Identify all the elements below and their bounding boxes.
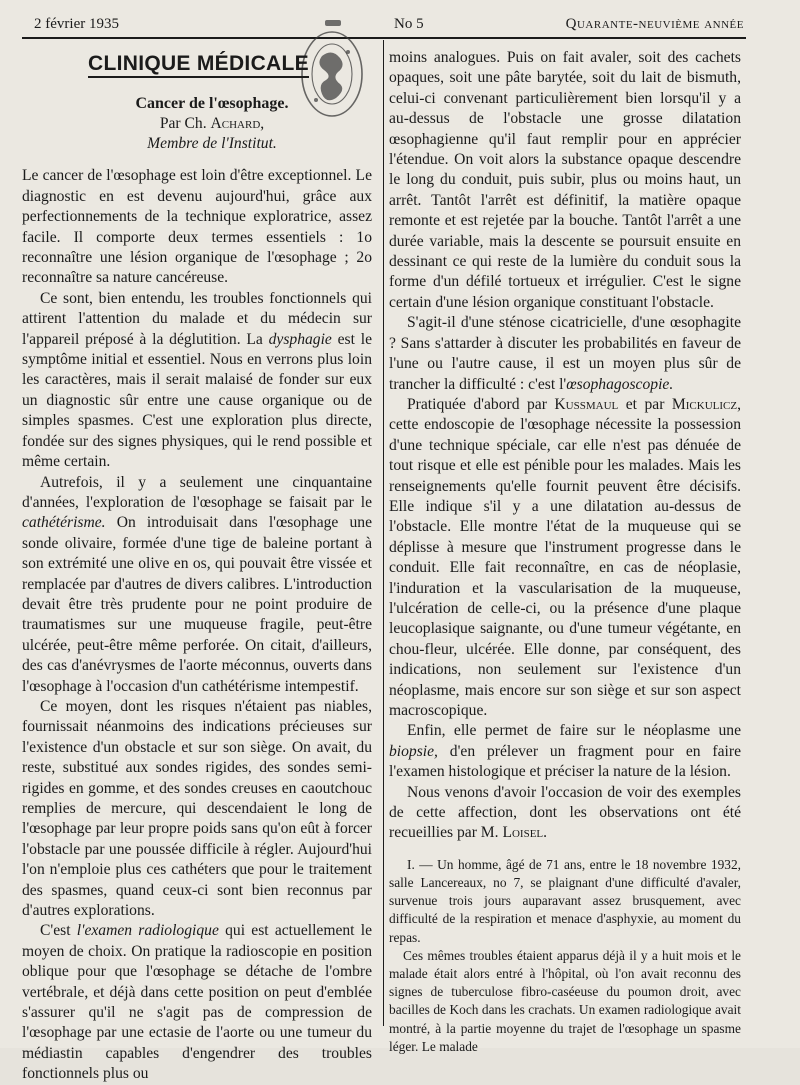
author-name: Loisel. xyxy=(502,824,548,842)
paragraph: Ce moyen, dont les risques n'étaient pas niables, fournissait néanmoins des indications précieuses sur l'existence d'un obstacle et sur son siège. On avait, du reste, substitué aux sondes rigides, des sondes semi-rigides en gomme, et des sondes creuses en caoutchouc remplies de mercure, qui descendaient le long de l'œsophage par leur propre poids sans qu'on eût à forcer l'obstacle par une poussée difficile à régler. Aujourd'hui l'on n'emploie plus ces cathéters que pour le traitement des spasmes, quand ceux-ci sont bien reconnus par d'autres explorations. xyxy=(22,697,372,920)
section-title: CLINIQUE MÉDICALE xyxy=(88,54,309,78)
issue-number: No 5 xyxy=(394,16,424,32)
paragraph: C'est l'examen radiologique qui est actuellement le moyen de choix. On pratique la radioscopie en position oblique pour que l'œsophage se détache de l'ombre vertébrale, et déjà dans cette position on peut d'emblée s'assurer qu'il ne s'agit pas de compression de l'œsophage par une ectasie de l'aorte ou une tumeur du médiastin capables d'engendrer des troubles fonctionnels plus ou xyxy=(22,922,372,1083)
case-paragraph: Ces mêmes troubles étaient apparus déjà il y a huit mois et le malade était alors entré à l'hôpital, où l'on avait reconnu des signes de tuberculose fibro-caséeuse du poumon droit, avec bacilles de Koch dans les crachats. Un examen radiologique avait montré, à la partie moyenne du trajet de l'œsophage un spasme léger. Le malade xyxy=(389,947,741,1054)
paragraph: moins analogues. Puis on fait avaler, soit des cachets opaques, soit une pâte barytée, soit du lait de bismuth, celui-ci convenant particulièrement bien lorsqu'il y a au-dessus de l'obstacle une grosse dilatation œsophagienne qu'il faut remplir pour en apprécier l'étendue. On voit alors la substance opaque descendre le long du conduit, puis subir, plus ou moins haut, un arrêt. Tantôt l'arrêt est définitif, la matière opaque remonte et est rejetée par la bouche. Tantôt l'arrêt a une durée variable, mais la descente se poursuit ensuite en dessinant ce qui reste de la lumière du conduit sous la forme d'un défilé tortueux et irrégulier. C'est le signe certain d'une lésion organique constituant l'obstacle. xyxy=(389,49,741,311)
author-name: Kussmaul xyxy=(554,395,619,413)
right-column xyxy=(389,48,741,1056)
paragraph: Ce sont, bien entendu, les troubles fonctionnels qui attirent l'attention du malade et du médecin sur l'appareil préposé à la déglutition. La dysphagie est le symptôme initial et essentiel. Nous en verrons plus loin les caractères, mais il serait malaisé de fonder sur eux un diagnostic sûr entre une cause organique ou de simples spasmes. C'est une exploration plus directe, fondée sur des signes physiques, qui le rend possible et même certain. xyxy=(22,289,372,471)
paragraph: Enfin, elle permet de faire sur le néoplasme une biopsie, d'en prélever un fragment pour en faire l'examen histologique et préciser la nature de la lésion. xyxy=(389,722,741,781)
emphasis-term: dysphagie xyxy=(268,330,332,348)
paragraph: Le cancer de l'œsophage est loin d'être exceptionnel. Le diagnostic en est devenu aujourd'hui, grâce aux perfectionnements de la technique exploratrice, assez facile. Il comporte deux termes essentiels : 1o reconnaître une lésion organique de l'œsophage ; 2o reconnaître sa nature cancéreuse. xyxy=(22,167,372,287)
paragraph: Pratiquée d'abord par Kussmaul et par Mickulicz, cette endoscopie de l'œsophage nécessite la possession d'une technique spéciale, car elle n'est pas dénuée de tout risque et elle est pénible pour les malades. Mais les renseignements qu'elle fournit peuvent être décisifs. Elle indique s'il y a une dilatation au-dessus de l'obstacle. Elle montre l'état de la muqueuse qui se déplisse à mesure que l'instrument progresse dans le conduit. Elle fait reconnaître, en cas de néoplasie, l'induration et la vascularisation de la muqueuse, l'ulcération de celle-ci, ou la présence d'une plaque leucoplasique saignante, ou d'une tumeur végétante, en chou-fleur, ulcérée. Elle donne, par conséquent, des indications, non seulement sur l'existence d'un néoplasme, mais encore sur son siège et sur son aspect macroscopique. xyxy=(389,395,741,719)
emphasis-term: cathétérisme. xyxy=(22,514,106,532)
author-affiliation: Membre de l'Institut. xyxy=(147,135,277,153)
issue-year: Quarante-neuvième année xyxy=(565,16,744,32)
emphasis-term: l'examen radiologique xyxy=(76,922,219,940)
paragraph: Nous venons d'avoir l'occasion de voir des exemples de cette affection, dont les observations ont été recueillies par M. Loisel. xyxy=(389,783,741,842)
emphasis-term: œsophagoscopie. xyxy=(566,375,674,393)
author-name: Mickulicz, xyxy=(671,395,741,413)
running-header xyxy=(28,14,744,36)
case-report xyxy=(389,856,741,1056)
paragraph: Autrefois, il y a seulement une cinquantaine d'années, l'exploration de l'œsophage se faisait par le cathétérisme. On introduisait dans l'œsophage une sonde olivaire, formée d'une tige de baleine portant à son extrémité une olive en os, qui pouvait être vissée et remplacée par d'autres de divers calibres. L'introduction devait être très prudente pour ne point produire de traumatismes sur une muqueuse fragile, peut-être ulcérée, peut-être même perforée. On citait, d'ailleurs, des cas d'anévrysmes de l'aorte méconnus, ouverts dans l'œsophage à l'occasion d'un cathétérisme intempestif. xyxy=(22,473,372,695)
case-paragraph: I. — Un homme, âgé de 71 ans, entre le 18 novembre 1932, salle Lancereaux, no 7, se plaignant d'une difficulté d'avaler, survenue trois jours auparavant assez brusquement, avec difficulté de la respiration et menace d'asphyxie, au moment du repas. xyxy=(389,856,741,945)
article-title: Cancer de l'œsophage. xyxy=(135,95,289,113)
left-column xyxy=(22,54,372,1085)
emphasis-term: biopsie, xyxy=(389,742,438,760)
paragraph: S'agit-il d'une sténose cicatricielle, d'une œsophagite ? Sans s'attarder à discuter les probabilités en faveur de l'une ou l'autre cause, il est un moyen plus sûr de trancher la difficulté : c'est l'œsophagoscopie. xyxy=(389,314,741,393)
issue-date: 2 février 1935 xyxy=(34,16,119,32)
author-name: Achard, xyxy=(210,115,265,133)
byline-prefix: Par Ch. xyxy=(159,115,211,133)
header-rule xyxy=(22,37,746,39)
column-divider xyxy=(383,40,384,1026)
byline xyxy=(52,114,372,134)
